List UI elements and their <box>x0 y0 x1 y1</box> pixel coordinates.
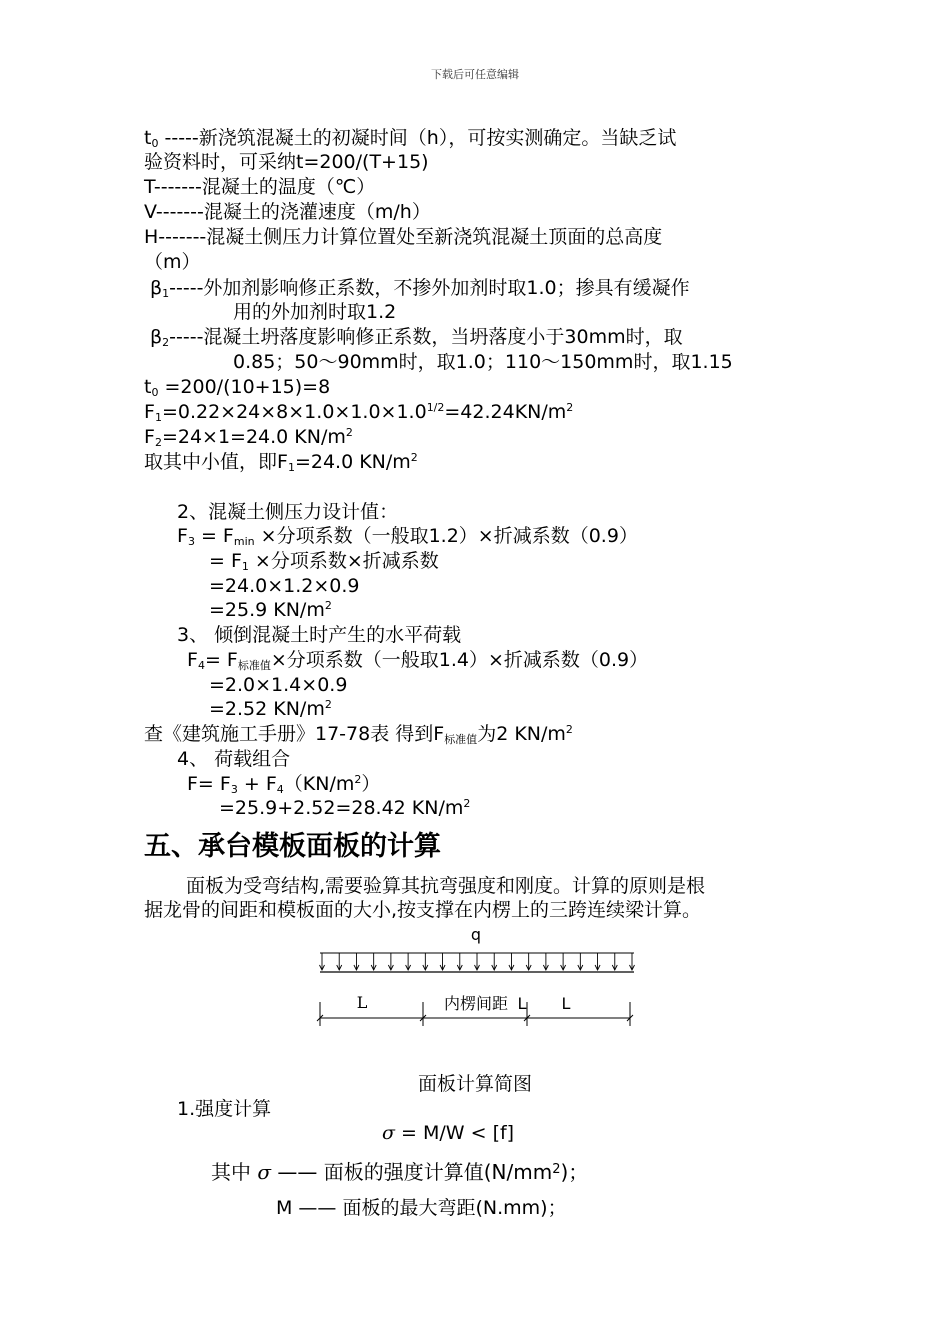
span-right-label: L <box>561 994 571 1013</box>
T-definition: T-------混凝土的温度（℃） <box>144 176 376 198</box>
beta1-definition: $\beta_1-----$外加剂影响修正系数，不掺外加剂时取1.0；掺具有缓凝作 <box>150 277 690 300</box>
load-arrows <box>320 953 635 970</box>
handbook-reference: 查《建筑施工手册》17-78表 得到$F_{标准值}$为2 $KN/m^2$ <box>144 723 573 746</box>
load-combination-result: =25.9+2.52=28.42 $KN/m^2$ <box>219 797 471 819</box>
load-arrow <box>612 953 617 970</box>
F4-formula: $F_4= F_{标准值}\times$分项系数（一般取1.4）×折减系数（0.9） <box>187 649 649 672</box>
load-combination-formula: $F= F_3 + F_4(KN/m^2)$ <box>187 773 381 796</box>
page-header: 下载后可任意编辑 <box>431 68 519 81</box>
beta2-definition: $\beta_2-----$混凝土坍落度影响修正系数，当坍落度小于30mm时，取 <box>150 326 683 349</box>
load-arrow <box>630 953 635 970</box>
load-label: q <box>470 925 482 944</box>
min-value: 取其中小值，即$F_1=24.0$ $KN/m^2$ <box>144 451 418 474</box>
load-arrow <box>475 953 480 970</box>
load-arrow <box>371 953 376 970</box>
diagram-caption: 面板计算简图 <box>417 1073 532 1095</box>
load-arrow <box>492 953 497 970</box>
load-arrow <box>526 953 531 970</box>
load-arrow <box>320 953 325 970</box>
t0-calculation: $t_0 =200/(10+15)=8$ <box>144 376 331 399</box>
load-arrow <box>561 953 566 970</box>
H-unit: （m） <box>144 251 201 273</box>
load-arrow <box>578 953 583 970</box>
load-arrow <box>595 953 600 970</box>
where-M: M —— 面板的最大弯距(N.mm)； <box>276 1197 567 1219</box>
F3-formula-line3: =24.0×1.2×0.9 <box>209 575 360 597</box>
F2-calculation: $F_2=24\times 1=24.0$ $KN/m^2$ <box>144 426 353 449</box>
strength-title: 1.强度计算 <box>177 1098 272 1120</box>
span-mid-label: 内楞间距 <box>443 994 509 1013</box>
t0-definition-cont: 验资料时，可采纳t=200/(T+15) <box>144 151 429 173</box>
paragraph-line-2: 据龙骨的间距和模板面的大小,按支撑在内楞上的三跨连续梁计算。 <box>144 899 702 921</box>
section-title: 五、承台模板面板的计算 <box>144 831 441 862</box>
subsection-4-title: 4、 荷载组合 <box>177 748 291 770</box>
load-arrow <box>337 953 342 970</box>
span-left-label: L <box>356 993 368 1012</box>
load-arrow <box>440 953 445 970</box>
F3-formula-line2: = $F_1$ ×分项系数×折减系数 <box>209 550 439 573</box>
span-mid-l-label: L <box>517 994 527 1013</box>
F4-formula-line2: =2.0×1.4×0.9 <box>209 674 348 696</box>
paragraph-line-1: 面板为受弯结构,需要验算其抗弯强度和刚度。计算的原则是根 <box>186 875 706 897</box>
V-definition: V-------混凝土的浇灌速度（m/h） <box>144 201 431 223</box>
load-arrow <box>354 953 359 970</box>
load-arrow <box>423 953 428 970</box>
load-arrow <box>543 953 548 970</box>
t0-definition: $t_0$ -----新浇筑混凝土的初凝时间（h），可按实测确定。当缺乏试 <box>144 127 677 150</box>
subsection-2-title: 2、混凝土侧压力设计值： <box>177 501 399 523</box>
F3-formula-line4: =25.9 $KN/m^2$ <box>209 599 332 621</box>
load-arrow <box>406 953 411 970</box>
where-sigma: 其中 σ —— 面板的强度计算值$(N/mm^2)$； <box>211 1160 589 1184</box>
beta1-definition-cont: 用的外加剂时取1.2 <box>233 301 397 323</box>
F3-formula: $F_3 = F_{min}$ ×分项系数（一般取1.2）×折减系数（0.9） <box>177 525 638 548</box>
F4-formula-line3: =2.52 $KN/m^2$ <box>209 698 332 720</box>
H-definition: H-------混凝土侧压力计算位置处至新浇筑混凝土顶面的总高度 <box>144 226 663 248</box>
strength-formula: σ = M/W < [f] <box>382 1122 515 1144</box>
load-arrow <box>509 953 514 970</box>
F1-calculation: $F_1=0.22\times 24\times 8\times 1.0\times 1.0\times 1.0^{1/2}=42.24KN/m^2$ <box>144 401 574 424</box>
load-arrow <box>457 953 462 970</box>
load-arrow <box>388 953 393 970</box>
three-span-beam-diagram <box>300 922 650 1037</box>
subsection-3-title: 3、 倾倒混凝土时产生的水平荷载 <box>177 624 462 646</box>
beta2-definition-cont: 0.85；50～90mm时，取1.0；110～150mm时，取1.15 <box>233 351 733 373</box>
